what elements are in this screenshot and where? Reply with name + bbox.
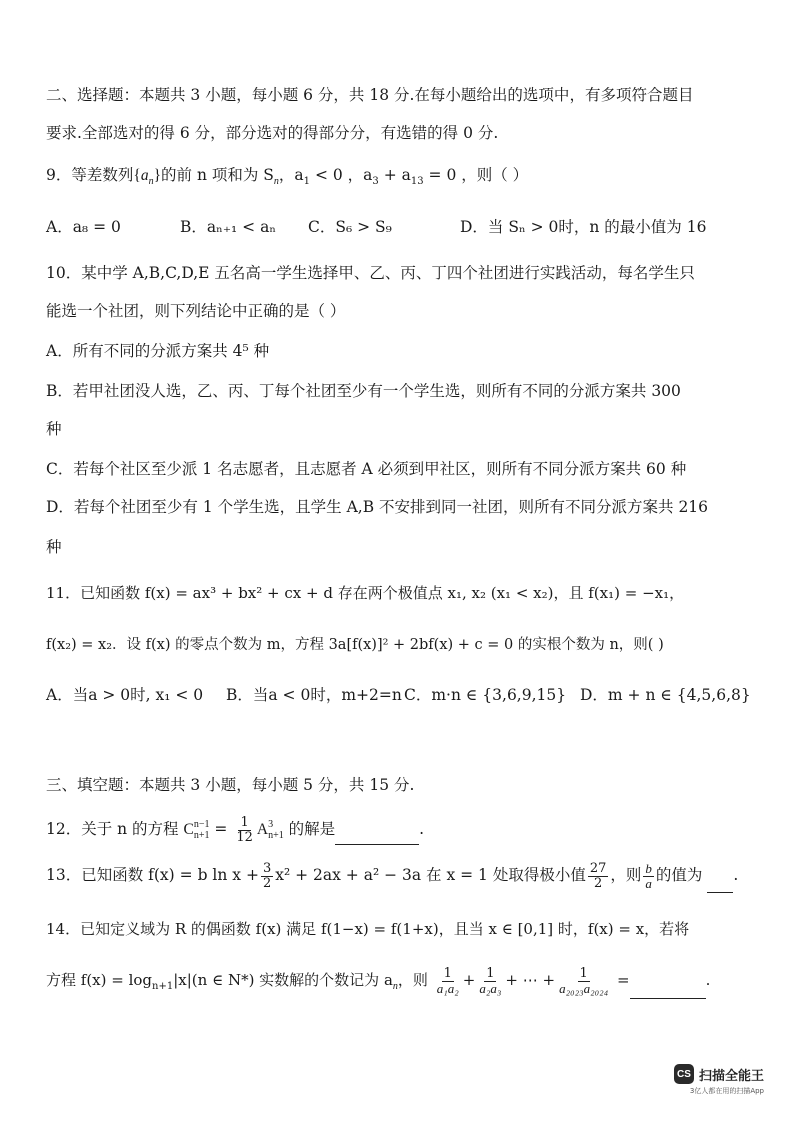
q9-mid2: ，a (278, 166, 304, 184)
q10-line2: 能选一个社团，则下列结论中正确的是（ ） (46, 302, 346, 320)
q10-option-d-line1[interactable]: D．若每个社团至少有 1 个学生选，且学生 A,B 不安排到同一社团，则所有不同分派方案共 216 (46, 498, 709, 516)
q14-end: . (705, 971, 711, 989)
q13-end: . (733, 866, 739, 884)
q12-prefix: 12．关于 n 的方程 (46, 820, 179, 838)
q13-fraction-3-2: $\frac{3}{2}$ (262, 860, 272, 891)
q13-answer-blank[interactable] (707, 858, 733, 893)
q14-term1: $\frac{1}{\text{a₁a₂}}$ (436, 965, 459, 996)
camscanner-logo-icon: CS (674, 1064, 694, 1084)
q9-cond1: < 0 ，a (310, 166, 373, 184)
q14-line1: 14．已知定义域为 R 的偶函数 f(x) 满足 f(1−x) = f(1+x)，且当 x ∈ [0,1] 时，f(x) = x，若将 (46, 920, 690, 938)
q14-term3: $\frac{1}{\text{a₂₀₂₃a₂₀₂₄}}$ (559, 965, 609, 996)
q9-option-d[interactable]: D．当 Sₙ > 0时，n 的最小值为 16 (460, 218, 707, 236)
q11-option-a[interactable]: A．当a > 0时, x₁ < 0 (46, 686, 204, 704)
q12-answer-blank[interactable] (335, 814, 419, 845)
q12-line (46, 814, 754, 845)
section2-header-line2: 要求.全部选对的得 6 分，部分选对的得部分分，有选错的得 0 分. (46, 124, 499, 142)
q14-mid: |x|(n ∈ N*) 实数解的个数记为 a (173, 971, 393, 989)
q10-option-a[interactable]: A．所有不同的分派方案共 4⁵ 种 (46, 342, 270, 360)
q12-suffix: 的解是 (288, 820, 336, 838)
q12-end: . (419, 820, 425, 838)
scanner-watermark (674, 1064, 764, 1096)
q14-plus2: + ⋯ + (505, 971, 556, 989)
q9-option-c[interactable]: C．S₆ > S₉ (308, 218, 392, 236)
q13-suffix: 的值为 (655, 866, 703, 884)
q10-option-b-line1[interactable]: B．若甲社团没人选，乙、丙、丁每个社团至少有一个学生选，则所有不同的分派方案共 300 (46, 382, 681, 400)
q12-fraction: $\frac{1}{12}$ (236, 814, 253, 845)
q13-prefix: 13．已知函数 f(x) = b ln x + (46, 866, 259, 884)
q14-plus1: + (462, 971, 476, 989)
q10-line1: 10．某中学 A,B,C,D,E 五名高一学生选择甲、乙、丙、丁四个社团进行实践活动，每名学生只 (46, 264, 695, 282)
q14-term2: $\frac{1}{\text{a₂a₃}}$ (479, 965, 502, 996)
q11-options (46, 684, 754, 706)
q11-line1: 11．已知函数 f(x) = ax³ + bx² + cx + d 存在两个极值点 x₁, x₂ (x₁ < x₂)，且 f(x₁) = −x₁， (46, 584, 685, 602)
q12-eq: = (209, 820, 233, 838)
q14-eq: = (617, 971, 630, 989)
q11-option-c[interactable]: C．m·n ∈ {3,6,9,15} (404, 686, 567, 704)
q14-answer-blank[interactable] (630, 962, 706, 999)
q9-option-b[interactable]: B．aₙ₊₁ < aₙ (180, 218, 277, 236)
q14-mid2: ，则 (397, 971, 428, 989)
q11-option-b[interactable]: B．当a < 0时，m+2=n (226, 686, 402, 704)
q13-line (46, 858, 754, 893)
q9-mid1: 的前 n 项和为 S (161, 166, 274, 184)
q14-prefix: 方程 f(x) = log (46, 971, 153, 989)
q9-prefix: 9．等差数列 (46, 166, 134, 184)
q9-cond3: = 0 ，则（ ） (423, 166, 529, 184)
q14-mid-sub: n (392, 981, 398, 992)
section2-header-line1: 二、选择题：本题共 3 小题，每小题 6 分，共 18 分.在每小题给出的选项中，有多项符合题目 (46, 86, 694, 104)
q10-option-b-line2: 种 (46, 420, 62, 438)
watermark-name: 扫描全能王 (698, 1068, 764, 1084)
q9-seq: $\{a_n\}$ (133, 167, 162, 188)
q9-option-a[interactable]: A．a₈ = 0 (46, 218, 121, 236)
q11-line2: f(x₂) = x₂．设 f(x) 的零点个数为 m，方程 3a[f(x)]² + 2bf(x) + c = 0 的实根个数为 n，则( ) (46, 637, 664, 653)
q13-ratio: $\frac{b}{a}$ (645, 860, 652, 891)
q14-line2 (46, 962, 754, 1005)
q13-mid2: ，则 (610, 866, 642, 884)
q13-mid: x² + 2ax + a² − 3a 在 x = 1 处取得极小值 (275, 866, 586, 884)
watermark-subtitle: 3亿人都在用的扫描App (689, 1087, 764, 1095)
q9-options (46, 216, 754, 238)
q12-rhs: A 3 n+1 (256, 819, 284, 842)
q10-option-c[interactable]: C．若每个社区至少派 1 名志愿者，且志愿者 A 必须到甲社区，则所有不同分派方案共 60 种 (46, 460, 687, 478)
q9-cond2: + a (378, 166, 411, 184)
section3-header: 三、填空题：本题共 3 小题，每小题 5 分，共 15 分. (46, 776, 415, 794)
q12-lhs: C n−1 n+1 (183, 819, 210, 842)
q14-log-sub: n+1 (152, 981, 174, 992)
q13-fraction-27-2: $\frac{27}{2}$ (589, 860, 607, 891)
q11-option-d[interactable]: D．m + n ∈ {4,5,6,8} (580, 686, 751, 704)
q10-option-d-line2: 种 (46, 538, 62, 556)
q9-stem: 9．等差数列$\{a_n\}$的前 n 项和为 $S_n$，$a_1 < 0$ ，$a_3 + a_{13} = 0$ ，则（ ） (46, 166, 529, 188)
